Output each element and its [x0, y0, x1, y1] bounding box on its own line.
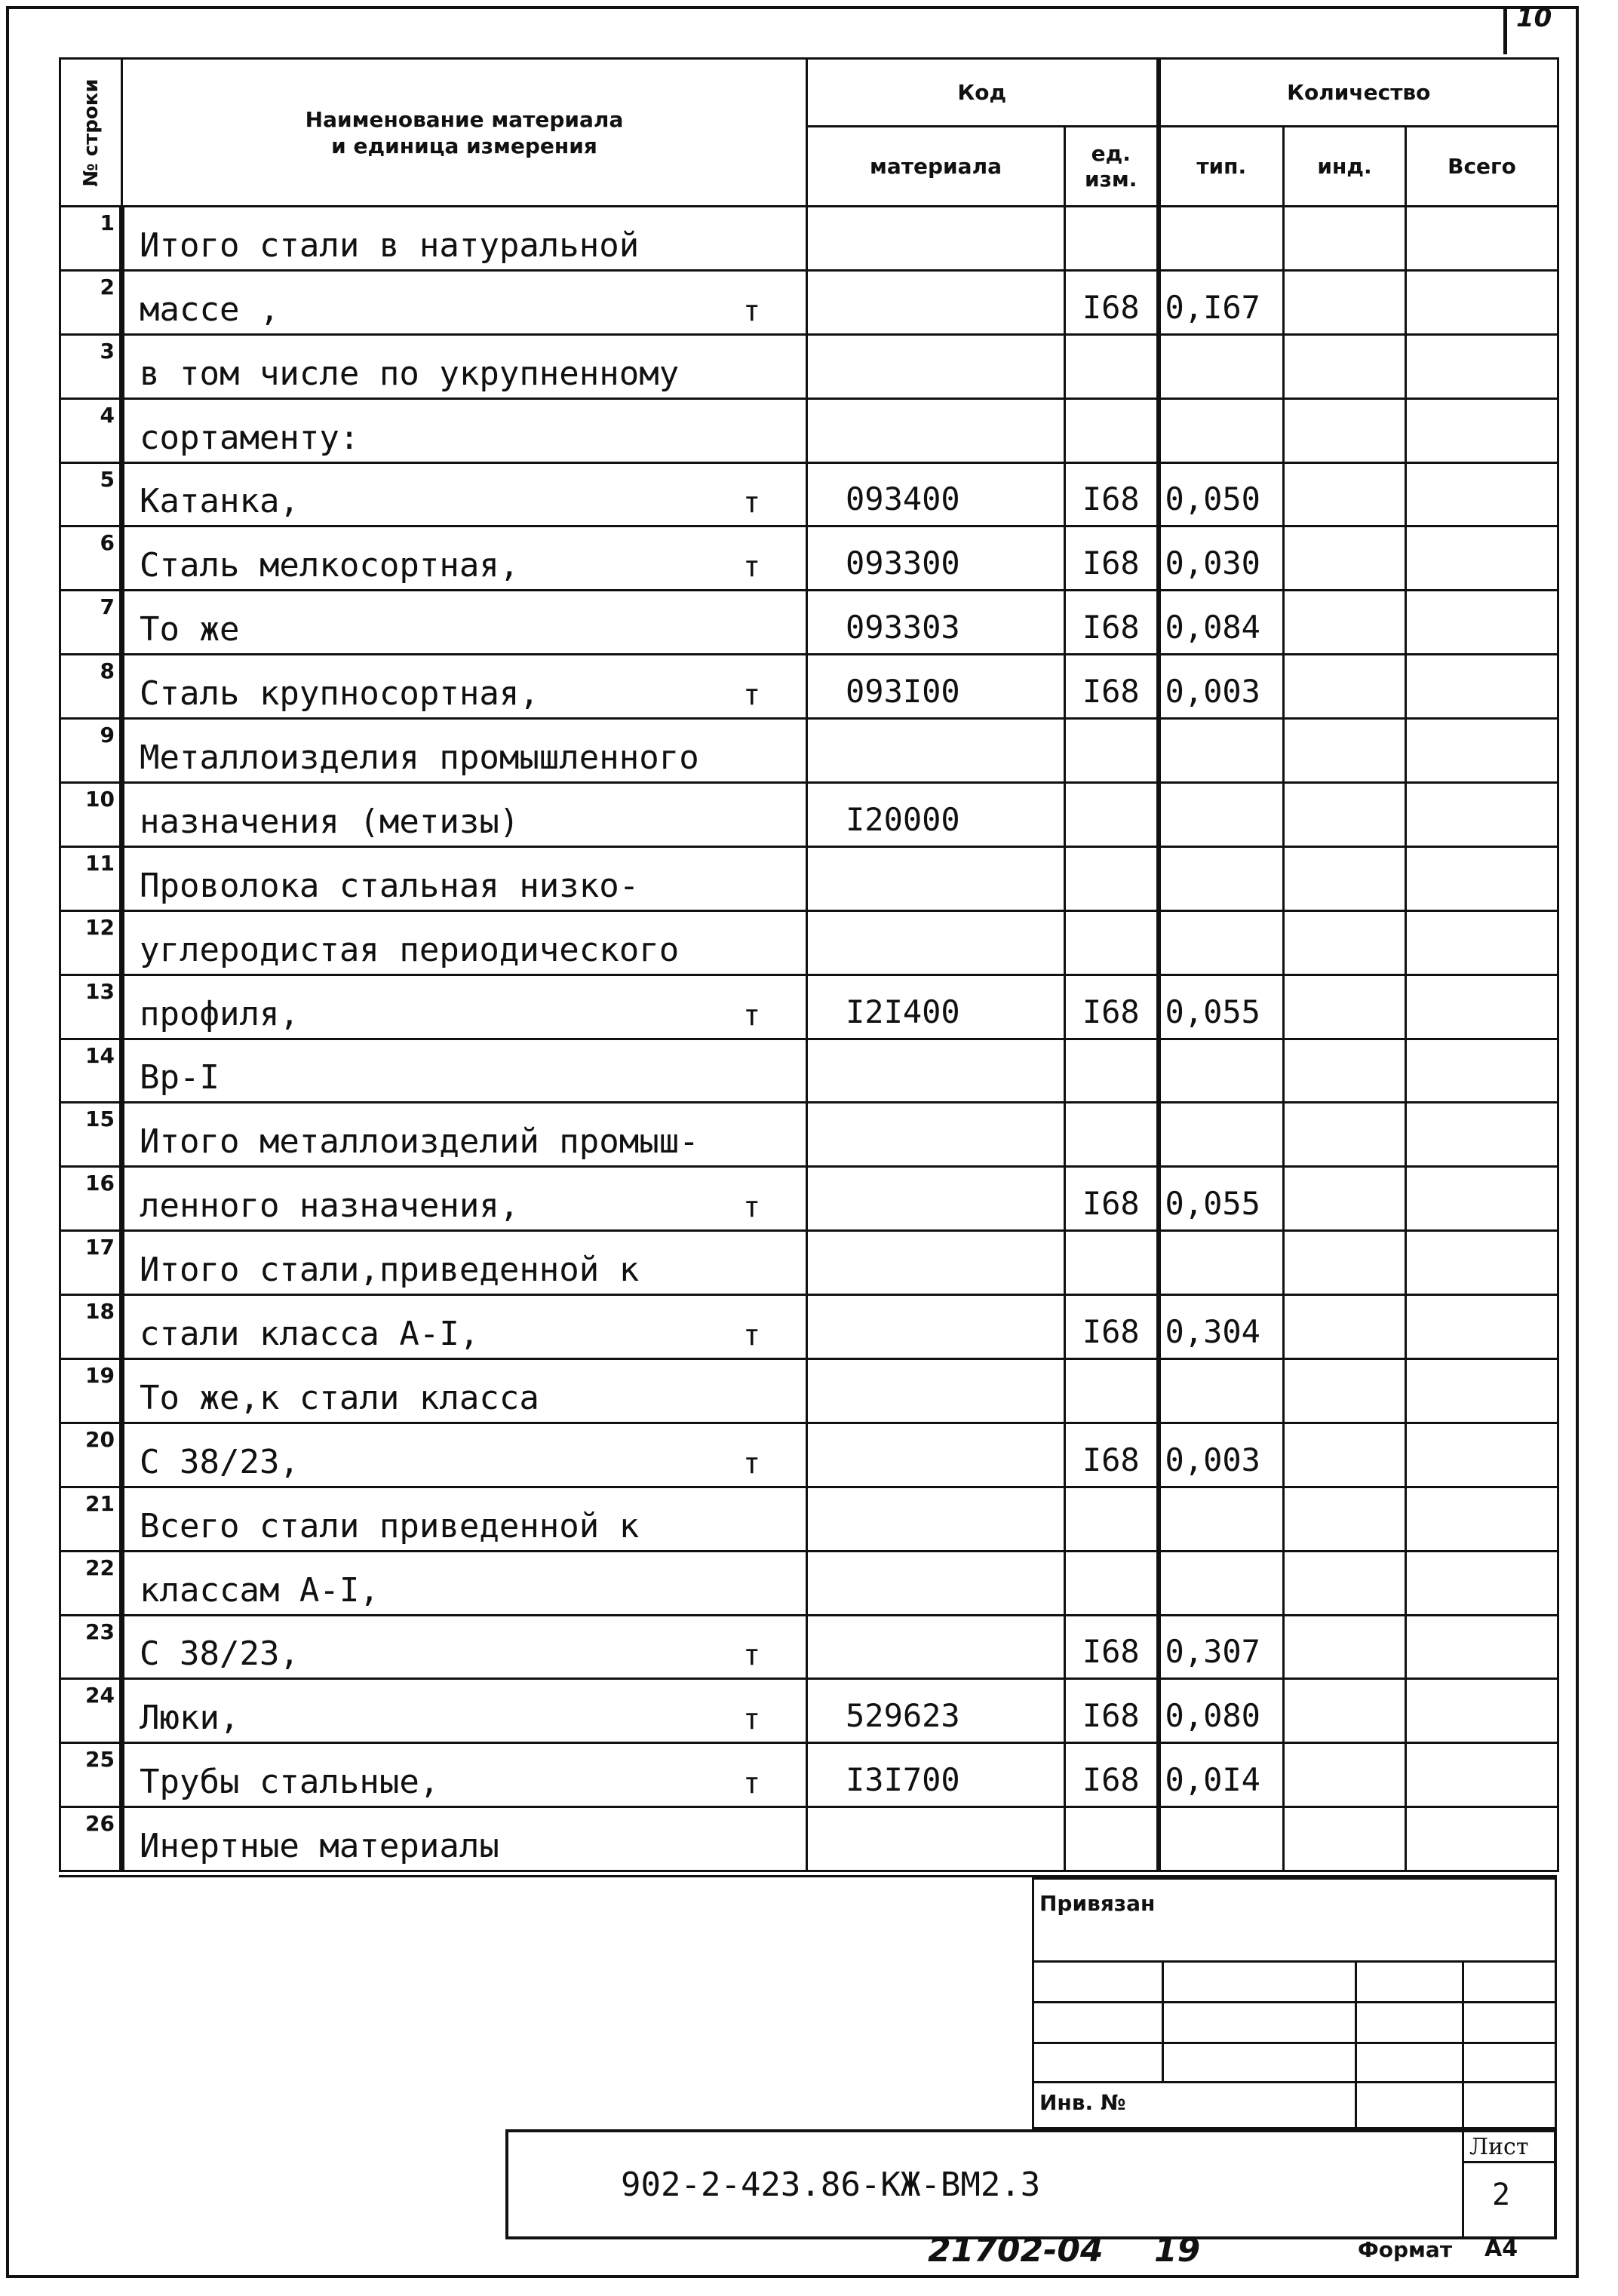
- quantity-ind: [1284, 655, 1406, 719]
- page-number: 19: [1154, 2231, 1201, 2270]
- material-name-text: Люки,: [140, 1699, 240, 1738]
- material-name: [122, 1167, 807, 1231]
- quantity-ind: [1284, 1679, 1406, 1743]
- row-number: 26: [60, 1807, 122, 1871]
- quantity-ind: [1284, 1231, 1406, 1295]
- quantity-typ: 0,084: [1159, 591, 1284, 655]
- unit-code: [1065, 783, 1159, 847]
- quantity-ind: [1284, 1743, 1406, 1807]
- material-name: [122, 1231, 807, 1295]
- quantity-ind: [1284, 591, 1406, 655]
- material-name-text: Проволока стальная низко-: [140, 866, 640, 905]
- material-code: [807, 1807, 1065, 1871]
- quantity-ind: [1284, 526, 1406, 591]
- row-number: 15: [60, 1103, 122, 1167]
- quantity-total: [1406, 207, 1558, 271]
- unit-of-measure: т: [743, 486, 760, 520]
- material-name: [122, 270, 807, 334]
- format-label: Формат: [1358, 2237, 1453, 2262]
- material-code: I3I700: [807, 1743, 1065, 1807]
- quantity-total: [1406, 783, 1558, 847]
- unit-code: [1065, 1039, 1159, 1103]
- table-row: [60, 1743, 1558, 1807]
- header-ind: инд.: [1284, 127, 1406, 207]
- quantity-typ: 0,304: [1159, 1295, 1284, 1359]
- quantity-total: [1406, 1487, 1558, 1551]
- quantity-typ: 0,030: [1159, 526, 1284, 591]
- table-row: [60, 1679, 1558, 1743]
- quantity-total: [1406, 1679, 1558, 1743]
- material-code: I20000: [807, 783, 1065, 847]
- quantity-total: [1406, 1231, 1558, 1295]
- table-row: [60, 591, 1558, 655]
- material-name-text: Трубы стальные,: [140, 1763, 440, 1802]
- material-code: [807, 270, 1065, 334]
- material-name: [122, 591, 807, 655]
- quantity-total: [1406, 1743, 1558, 1807]
- quantity-ind: [1284, 846, 1406, 910]
- table-row: [60, 1231, 1558, 1295]
- material-name-text: классам А-I,: [140, 1570, 379, 1610]
- quantity-typ: 0,0I4: [1159, 1743, 1284, 1807]
- quantity-typ: [1159, 1103, 1284, 1167]
- inventory-label: Инв. №: [1039, 2090, 1126, 2115]
- quantity-ind: [1284, 1615, 1406, 1679]
- row-number: 18: [60, 1295, 122, 1359]
- material-code: 093303: [807, 591, 1065, 655]
- quantity-typ: [1159, 719, 1284, 783]
- unit-code: I68: [1065, 1423, 1159, 1487]
- quantity-total: [1406, 846, 1558, 910]
- material-name-text: Сталь мелкосортная,: [140, 546, 520, 585]
- table-row: [60, 1423, 1558, 1487]
- material-name: [122, 1423, 807, 1487]
- grid-line: [1355, 1960, 1357, 2129]
- material-name: [122, 526, 807, 591]
- row-number: 13: [60, 975, 122, 1039]
- quantity-total: [1406, 270, 1558, 334]
- material-code: [807, 1423, 1065, 1487]
- material-name-text: Металлоизделия промышленного: [140, 738, 699, 778]
- material-name: [122, 1743, 807, 1807]
- quantity-total: [1406, 591, 1558, 655]
- material-name: [122, 1679, 807, 1743]
- material-name: [122, 846, 807, 910]
- attached-label: Привязан: [1039, 1891, 1156, 1916]
- materials-table: [59, 57, 1559, 1872]
- table-row: [60, 398, 1558, 462]
- quantity-typ: 0,003: [1159, 1423, 1284, 1487]
- unit-of-measure: т: [743, 1638, 760, 1672]
- material-code: [807, 398, 1065, 462]
- row-number: 19: [60, 1359, 122, 1423]
- material-name: [122, 1615, 807, 1679]
- table-row: [60, 1167, 1558, 1231]
- quantity-typ: 0,080: [1159, 1679, 1284, 1743]
- material-code: [807, 910, 1065, 975]
- material-code: [807, 846, 1065, 910]
- header-total: Всего: [1406, 127, 1558, 207]
- quantity-typ: 0,055: [1159, 1167, 1284, 1231]
- material-name: [122, 719, 807, 783]
- quantity-ind: [1284, 398, 1406, 462]
- material-name: [122, 655, 807, 719]
- unit-code: I68: [1065, 1295, 1159, 1359]
- unit-code: I68: [1065, 462, 1159, 526]
- material-code: I2I400: [807, 975, 1065, 1039]
- material-code: [807, 207, 1065, 271]
- quantity-total: [1406, 1807, 1558, 1871]
- grid-line: [1462, 1960, 1464, 2129]
- quantity-ind: [1284, 1103, 1406, 1167]
- unit-of-measure: т: [743, 293, 760, 327]
- unit-code: I68: [1065, 270, 1159, 334]
- unit-of-measure: т: [743, 1702, 760, 1736]
- grid-line: [1032, 2081, 1557, 2083]
- unit-code: I68: [1065, 975, 1159, 1039]
- material-code: [807, 1039, 1065, 1103]
- table-row: [60, 910, 1558, 975]
- material-code: [807, 1615, 1065, 1679]
- archive-number: 21702-04: [928, 2231, 1104, 2270]
- quantity-ind: [1284, 1423, 1406, 1487]
- material-code: 093300: [807, 526, 1065, 591]
- unit-code: [1065, 1231, 1159, 1295]
- row-number: 22: [60, 1551, 122, 1615]
- unit-code: [1065, 1103, 1159, 1167]
- quantity-ind: [1284, 1167, 1406, 1231]
- row-number: 11: [60, 846, 122, 910]
- row-number: 3: [60, 334, 122, 398]
- quantity-total: [1406, 1295, 1558, 1359]
- material-code: [807, 1167, 1065, 1231]
- material-code: 529623: [807, 1679, 1065, 1743]
- material-code: [807, 719, 1065, 783]
- quantity-ind: [1284, 1295, 1406, 1359]
- row-number: 4: [60, 398, 122, 462]
- unit-of-measure: т: [743, 550, 760, 584]
- row-number: 25: [60, 1743, 122, 1807]
- material-name-text: Всего стали приведенной к: [140, 1506, 640, 1546]
- row-number: 17: [60, 1231, 122, 1295]
- quantity-total: [1406, 526, 1558, 591]
- material-name: [122, 398, 807, 462]
- quantity-total: [1406, 398, 1558, 462]
- material-name: [122, 334, 807, 398]
- unit-code: I68: [1065, 591, 1159, 655]
- quantity-ind: [1284, 462, 1406, 526]
- title-block: [59, 1875, 1557, 2237]
- unit-code: I68: [1065, 1743, 1159, 1807]
- row-number: 14: [60, 1039, 122, 1103]
- table-row: [60, 1039, 1558, 1103]
- grid-line: [1032, 2042, 1557, 2044]
- material-name: [122, 1807, 807, 1871]
- sheet-label: Лист: [1469, 2134, 1529, 2160]
- sheet-number: 2: [1492, 2178, 1511, 2212]
- header-quantity-group: Количество: [1159, 59, 1558, 127]
- material-name: [122, 910, 807, 975]
- quantity-typ: [1159, 398, 1284, 462]
- quantity-ind: [1284, 270, 1406, 334]
- material-name-text: массе ,: [140, 290, 280, 329]
- quantity-typ: [1159, 1039, 1284, 1103]
- material-code: [807, 1103, 1065, 1167]
- quantity-total: [1406, 1167, 1558, 1231]
- quantity-typ: [1159, 1551, 1284, 1615]
- quantity-ind: [1284, 1039, 1406, 1103]
- material-code: [807, 1551, 1065, 1615]
- format-value: А4: [1484, 2236, 1518, 2262]
- unit-code: I68: [1065, 1167, 1159, 1231]
- row-number: 8: [60, 655, 122, 719]
- quantity-total: [1406, 975, 1558, 1039]
- row-number: 6: [60, 526, 122, 591]
- quantity-typ: 0,307: [1159, 1615, 1284, 1679]
- unit-code: [1065, 846, 1159, 910]
- unit-code: I68: [1065, 1679, 1159, 1743]
- unit-code: [1065, 334, 1159, 398]
- material-code: 093I00: [807, 655, 1065, 719]
- quantity-total: [1406, 1551, 1558, 1615]
- table-row: [60, 1807, 1558, 1871]
- material-name: [122, 1359, 807, 1423]
- header-name: Наименование материала и единица измерения: [122, 59, 807, 207]
- material-name-text: То же,к стали класса: [140, 1378, 539, 1417]
- header-row-number: № строки: [60, 59, 122, 207]
- unit-of-measure: т: [743, 1446, 760, 1480]
- row-number: 9: [60, 719, 122, 783]
- material-name-text: профиля,: [140, 994, 299, 1033]
- material-name-text: углеродистая периодического: [140, 930, 680, 969]
- unit-code: [1065, 719, 1159, 783]
- row-number: 23: [60, 1615, 122, 1679]
- material-name-text: Итого металлоизделий промыш-: [140, 1122, 699, 1162]
- material-name-text: Инертные материалы: [140, 1827, 499, 1866]
- row-number: 20: [60, 1423, 122, 1487]
- unit-code: I68: [1065, 526, 1159, 591]
- table-row: [60, 526, 1558, 591]
- unit-code: [1065, 398, 1159, 462]
- material-name-text: сортаменту:: [140, 418, 360, 457]
- row-number: 1: [60, 207, 122, 271]
- unit-code: [1065, 910, 1159, 975]
- table-row: [60, 1103, 1558, 1167]
- table-row: [60, 1551, 1558, 1615]
- material-name-text: в том числе по укрупненному: [140, 354, 680, 393]
- quantity-typ: [1159, 1231, 1284, 1295]
- quantity-ind: [1284, 910, 1406, 975]
- material-code: [807, 1295, 1065, 1359]
- unit-code: [1065, 1359, 1159, 1423]
- material-name-text: ленного назначения,: [140, 1186, 520, 1226]
- quantity-total: [1406, 1103, 1558, 1167]
- row-number: 24: [60, 1679, 122, 1743]
- quantity-total: [1406, 910, 1558, 975]
- row-number: 16: [60, 1167, 122, 1231]
- row-number: 21: [60, 1487, 122, 1551]
- table-row: [60, 270, 1558, 334]
- quantity-typ: [1159, 910, 1284, 975]
- table-row: [60, 334, 1558, 398]
- table-row: [60, 1359, 1558, 1423]
- corner-sheet-number: 10: [1516, 3, 1552, 33]
- quantity-ind: [1284, 1359, 1406, 1423]
- unit-of-measure: т: [743, 678, 760, 712]
- unit-of-measure: т: [743, 998, 760, 1032]
- material-name-text: Сталь крупносортная,: [140, 674, 539, 714]
- unit-code: [1065, 1487, 1159, 1551]
- material-name-text: С 38/23,: [140, 1635, 299, 1674]
- material-name: [122, 783, 807, 847]
- quantity-total: [1406, 1039, 1558, 1103]
- table-row: [60, 719, 1558, 783]
- quantity-ind: [1284, 207, 1406, 271]
- table-row: [60, 783, 1558, 847]
- unit-of-measure: т: [743, 1190, 760, 1224]
- unit-code: [1065, 207, 1159, 271]
- quantity-total: [1406, 1423, 1558, 1487]
- quantity-ind: [1284, 975, 1406, 1039]
- material-name: [122, 1551, 807, 1615]
- header-unit-code: ед. изм.: [1065, 127, 1159, 207]
- material-name-text: Катанка,: [140, 482, 299, 521]
- row-number: 10: [60, 783, 122, 847]
- quantity-typ: [1159, 783, 1284, 847]
- table-row: [60, 1487, 1558, 1551]
- quantity-total: [1406, 655, 1558, 719]
- material-name-text: Вр-I: [140, 1058, 220, 1097]
- quantity-ind: [1284, 1487, 1406, 1551]
- material-name: [122, 1295, 807, 1359]
- document-code: 902-2-423.86-КЖ-ВМ2.3: [621, 2166, 1041, 2204]
- quantity-ind: [1284, 719, 1406, 783]
- material-name: [122, 975, 807, 1039]
- material-name-text: Итого стали в натуральной: [140, 226, 640, 265]
- header-code-group: Код: [807, 59, 1159, 127]
- quantity-typ: [1159, 1807, 1284, 1871]
- table-row: [60, 655, 1558, 719]
- quantity-total: [1406, 462, 1558, 526]
- row-number: 12: [60, 910, 122, 975]
- row-number: 7: [60, 591, 122, 655]
- quantity-total: [1406, 334, 1558, 398]
- unit-of-measure: т: [743, 1767, 760, 1800]
- table-row: [60, 1295, 1558, 1359]
- header-material-code: материала: [807, 127, 1065, 207]
- grid-line: [1032, 2001, 1557, 2003]
- material-name: [122, 1039, 807, 1103]
- unit-code: [1065, 1551, 1159, 1615]
- quantity-typ: [1159, 334, 1284, 398]
- quantity-ind: [1284, 334, 1406, 398]
- material-name: [122, 462, 807, 526]
- quantity-ind: [1284, 1551, 1406, 1615]
- quantity-typ: 0,003: [1159, 655, 1284, 719]
- grid-line: [1162, 1960, 1164, 2081]
- unit-of-measure: т: [743, 1318, 760, 1352]
- quantity-typ: 0,050: [1159, 462, 1284, 526]
- unit-code: [1065, 1807, 1159, 1871]
- table-row: [60, 1615, 1558, 1679]
- material-code: 093400: [807, 462, 1065, 526]
- unit-code: I68: [1065, 655, 1159, 719]
- quantity-typ: 0,055: [1159, 975, 1284, 1039]
- quantity-ind: [1284, 783, 1406, 847]
- quantity-total: [1406, 1615, 1558, 1679]
- quantity-typ: [1159, 207, 1284, 271]
- header-typ: тип.: [1159, 127, 1284, 207]
- unit-code: I68: [1065, 1615, 1159, 1679]
- table-row: [60, 975, 1558, 1039]
- material-name: [122, 207, 807, 271]
- row-number: 2: [60, 270, 122, 334]
- material-name-text: С 38/23,: [140, 1442, 299, 1481]
- material-name-text: Итого стали,приведенной к: [140, 1251, 640, 1290]
- row-number: 5: [60, 462, 122, 526]
- quantity-ind: [1284, 1807, 1406, 1871]
- material-code: [807, 334, 1065, 398]
- quantity-typ: [1159, 1359, 1284, 1423]
- quantity-typ: [1159, 1487, 1284, 1551]
- table-row: [60, 846, 1558, 910]
- material-code: [807, 1231, 1065, 1295]
- material-name: [122, 1487, 807, 1551]
- quantity-typ: [1159, 846, 1284, 910]
- material-code: [807, 1487, 1065, 1551]
- table-row: [60, 462, 1558, 526]
- sheet-divider: [1462, 2161, 1557, 2163]
- table-row: [60, 207, 1558, 271]
- quantity-total: [1406, 719, 1558, 783]
- quantity-total: [1406, 1359, 1558, 1423]
- material-name-text: стали класса А-I,: [140, 1315, 480, 1354]
- material-name-text: То же: [140, 610, 240, 649]
- quantity-typ: 0,I67: [1159, 270, 1284, 334]
- material-name-text: назначения (метизы): [140, 802, 520, 841]
- material-code: [807, 1359, 1065, 1423]
- material-name: [122, 1103, 807, 1167]
